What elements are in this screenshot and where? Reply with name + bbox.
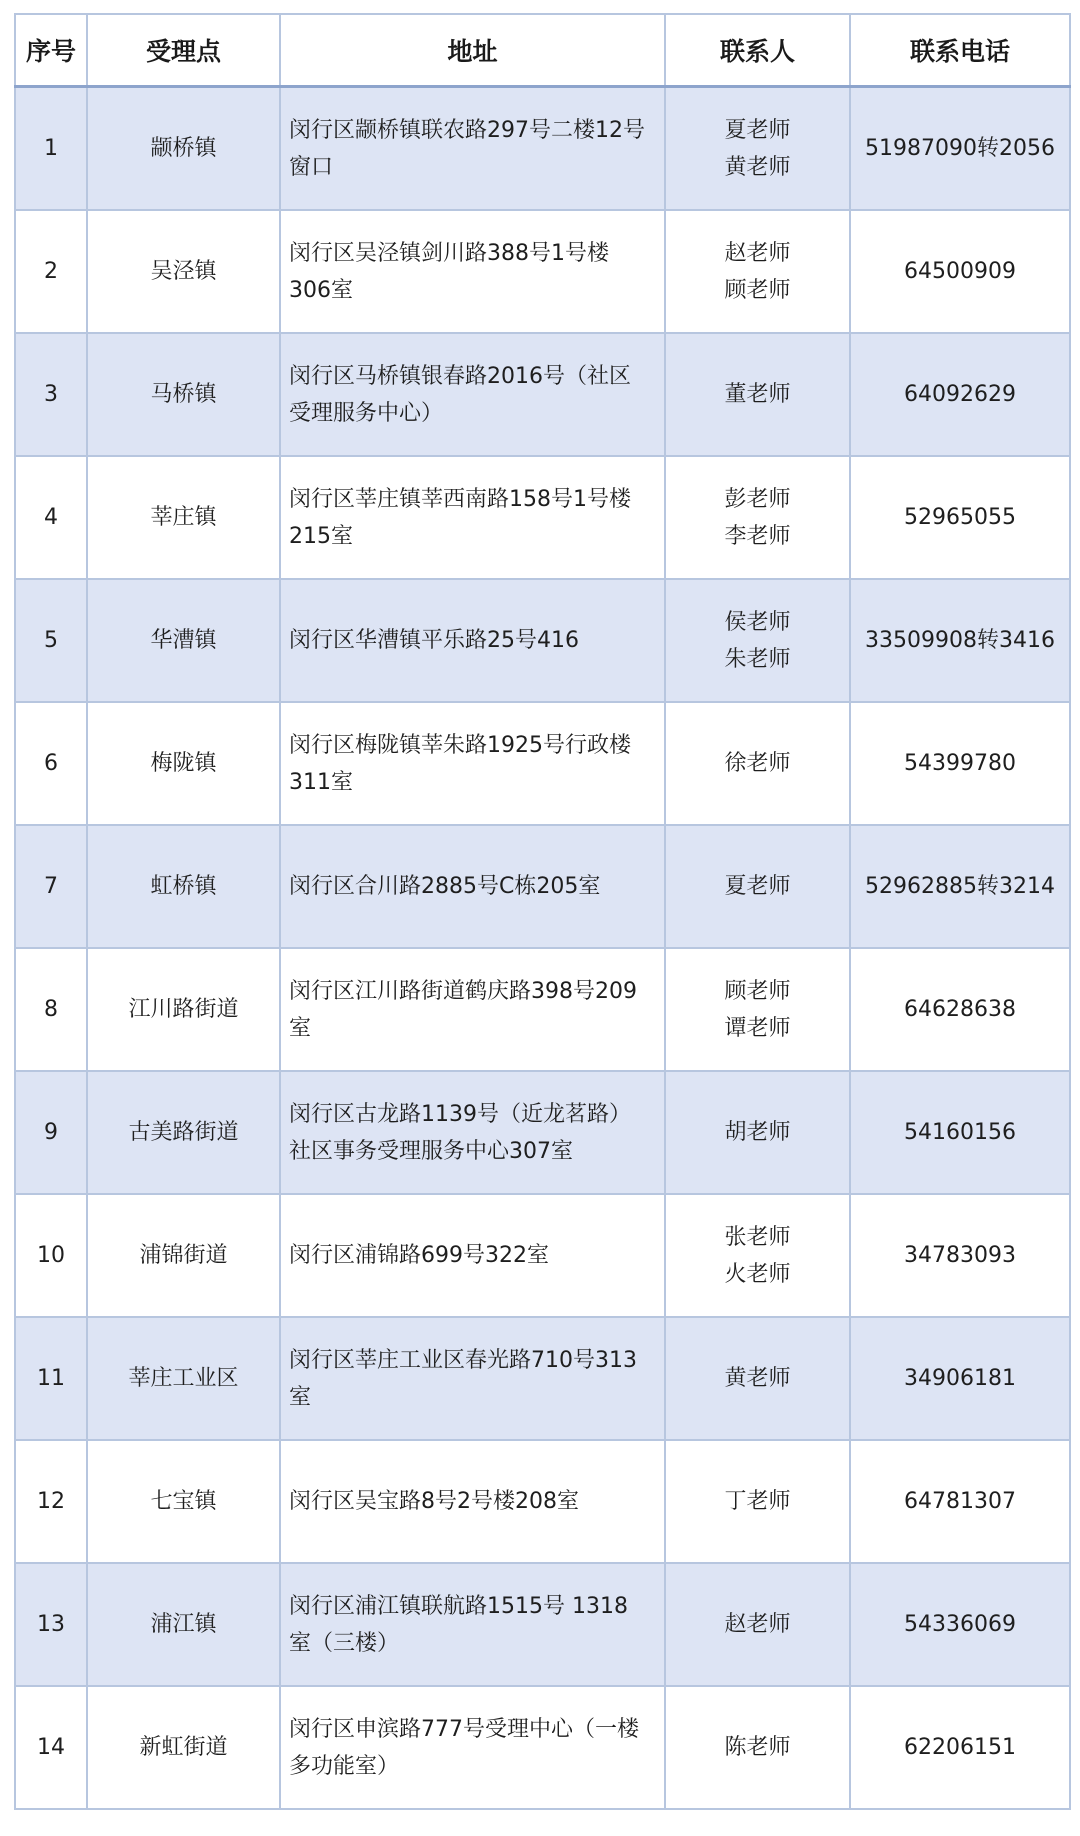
table-row — [15, 1563, 1070, 1686]
contact-name: 张老师 — [724, 1224, 791, 1250]
row-number: 10 — [15, 1194, 87, 1317]
contact-name: 顾老师 — [724, 978, 791, 1004]
contact-name: 黄老师 — [724, 154, 791, 180]
row-number: 6 — [15, 702, 87, 825]
service-point-name: 梅陇镇 — [87, 702, 280, 825]
row-number: 13 — [15, 1563, 87, 1686]
table-body — [15, 87, 1070, 1810]
phone-cell: 34906181 — [850, 1317, 1070, 1440]
phone-cell: 51987090转2056 — [850, 87, 1070, 211]
header-no: 序号 — [15, 14, 87, 87]
contact-cell — [665, 1071, 850, 1194]
contact-cell — [665, 948, 850, 1071]
contact-name: 董老师 — [724, 382, 791, 407]
row-number: 9 — [15, 1071, 87, 1194]
address-cell: 闵行区申滨路777号受理中心（一楼多功能室） — [280, 1686, 665, 1809]
phone-cell: 64500909 — [850, 210, 1070, 333]
address-cell: 闵行区莘庄工业区春光路710号313室 — [280, 1317, 665, 1440]
address-cell: 闵行区莘庄镇莘西南路158号1号楼215室 — [280, 456, 665, 579]
contact-cell — [665, 1563, 850, 1686]
contact-name: 赵老师 — [724, 1612, 791, 1637]
address-cell: 闵行区吴泾镇剑川路388号1号楼306室 — [280, 210, 665, 333]
phone-cell: 54399780 — [850, 702, 1070, 825]
address-cell: 闵行区华漕镇平乐路25号416 — [280, 579, 665, 702]
row-number: 1 — [15, 87, 87, 211]
table-row — [15, 948, 1070, 1071]
address-cell: 闵行区吴宝路8号2号楼208室 — [280, 1440, 665, 1563]
contact-name: 徐老师 — [724, 751, 791, 776]
table-header — [15, 14, 1070, 87]
service-point-name: 吴泾镇 — [87, 210, 280, 333]
contact-cell — [665, 579, 850, 702]
table-row — [15, 1194, 1070, 1317]
phone-cell: 34783093 — [850, 1194, 1070, 1317]
address-cell: 闵行区颛桥镇联农路297号二楼12号窗口 — [280, 87, 665, 211]
service-point-name: 古美路街道 — [87, 1071, 280, 1194]
table-row — [15, 87, 1070, 211]
service-point-name: 浦江镇 — [87, 1563, 280, 1686]
row-number: 11 — [15, 1317, 87, 1440]
phone-cell: 62206151 — [850, 1686, 1070, 1809]
table-row — [15, 1317, 1070, 1440]
contact-name: 朱老师 — [724, 646, 791, 672]
phone-cell: 64781307 — [850, 1440, 1070, 1563]
table-row — [15, 1071, 1070, 1194]
address-cell: 闵行区浦锦路699号322室 — [280, 1194, 665, 1317]
contact-name: 陈老师 — [724, 1735, 791, 1760]
row-number: 12 — [15, 1440, 87, 1563]
contact-name: 顾老师 — [724, 277, 791, 303]
table-row — [15, 333, 1070, 456]
service-point-name: 颛桥镇 — [87, 87, 280, 211]
table-row — [15, 702, 1070, 825]
row-number: 3 — [15, 333, 87, 456]
contact-name: 李老师 — [724, 523, 791, 549]
contact-name: 夏老师 — [724, 117, 791, 143]
contact-cell — [665, 1194, 850, 1317]
contact-cell — [665, 1686, 850, 1809]
service-point-name: 新虹街道 — [87, 1686, 280, 1809]
contact-name: 彭老师 — [724, 486, 791, 512]
contact-cell — [665, 333, 850, 456]
address-cell: 闵行区合川路2885号C栋205室 — [280, 825, 665, 948]
contact-name: 黄老师 — [724, 1366, 791, 1391]
header-address: 地址 — [280, 14, 665, 87]
contact-name: 赵老师 — [724, 240, 791, 266]
phone-cell: 64628638 — [850, 948, 1070, 1071]
service-point-name: 七宝镇 — [87, 1440, 280, 1563]
row-number: 2 — [15, 210, 87, 333]
contact-cell — [665, 825, 850, 948]
address-cell: 闵行区江川路街道鹤庆路398号209室 — [280, 948, 665, 1071]
contact-cell — [665, 1440, 850, 1563]
table-row — [15, 579, 1070, 702]
service-point-name: 莘庄工业区 — [87, 1317, 280, 1440]
contact-cell — [665, 210, 850, 333]
service-point-name: 虹桥镇 — [87, 825, 280, 948]
service-point-name: 马桥镇 — [87, 333, 280, 456]
contact-name: 丁老师 — [724, 1489, 791, 1514]
phone-cell: 33509908转3416 — [850, 579, 1070, 702]
phone-cell: 54160156 — [850, 1071, 1070, 1194]
service-point-name: 江川路街道 — [87, 948, 280, 1071]
header-contact: 联系人 — [665, 14, 850, 87]
contact-name: 侯老师 — [724, 609, 791, 635]
service-point-name: 浦锦街道 — [87, 1194, 280, 1317]
table-row — [15, 456, 1070, 579]
header-row — [15, 14, 1070, 87]
table-row — [15, 1686, 1070, 1809]
phone-cell: 52962885转3214 — [850, 825, 1070, 948]
header-phone: 联系电话 — [850, 14, 1070, 87]
contact-cell — [665, 87, 850, 211]
contact-name: 胡老师 — [724, 1120, 791, 1145]
table-row — [15, 210, 1070, 333]
service-points-table-container — [14, 13, 1069, 1810]
table-row — [15, 825, 1070, 948]
service-points-table — [14, 13, 1071, 1810]
address-cell: 闵行区浦江镇联航路1515号 1318室（三楼） — [280, 1563, 665, 1686]
phone-cell: 64092629 — [850, 333, 1070, 456]
row-number: 8 — [15, 948, 87, 1071]
header-point: 受理点 — [87, 14, 280, 87]
phone-cell: 54336069 — [850, 1563, 1070, 1686]
contact-name: 火老师 — [724, 1261, 791, 1287]
contact-name: 夏老师 — [724, 874, 791, 899]
service-point-name: 莘庄镇 — [87, 456, 280, 579]
service-point-name: 华漕镇 — [87, 579, 280, 702]
contact-cell — [665, 702, 850, 825]
address-cell: 闵行区马桥镇银春路2016号（社区受理服务中心） — [280, 333, 665, 456]
contact-name: 谭老师 — [724, 1015, 791, 1041]
row-number: 7 — [15, 825, 87, 948]
address-cell: 闵行区梅陇镇莘朱路1925号行政楼311室 — [280, 702, 665, 825]
row-number: 4 — [15, 456, 87, 579]
phone-cell: 52965055 — [850, 456, 1070, 579]
address-cell: 闵行区古龙路1139号（近龙茗路）社区事务受理服务中心307室 — [280, 1071, 665, 1194]
contact-cell — [665, 456, 850, 579]
table-row — [15, 1440, 1070, 1563]
row-number: 14 — [15, 1686, 87, 1809]
contact-cell — [665, 1317, 850, 1440]
row-number: 5 — [15, 579, 87, 702]
